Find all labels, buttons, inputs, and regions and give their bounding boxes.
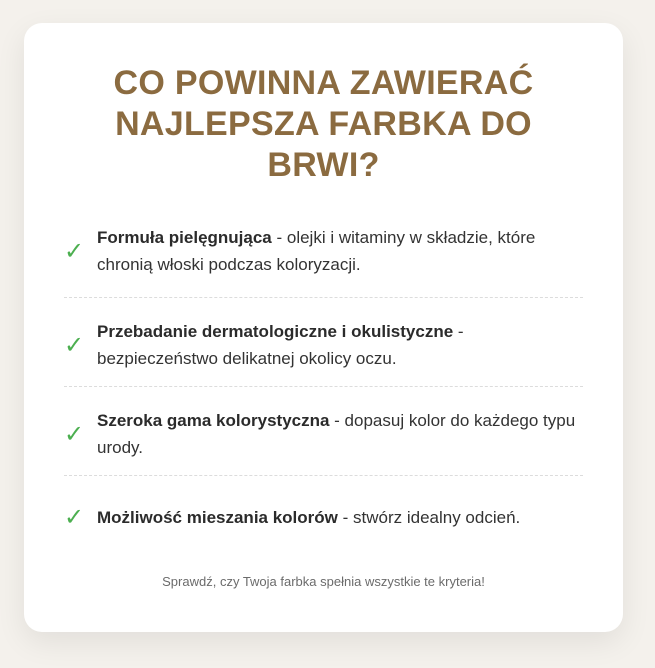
check-icon: ✓ bbox=[64, 331, 85, 359]
item-desc: - stwórz idealny odcień. bbox=[337, 507, 521, 527]
info-card bbox=[24, 23, 623, 632]
criteria-list bbox=[64, 221, 583, 572]
item-desc: - olejki i witaminy w składzie, które chronią włoski podczas koloryzacji. bbox=[97, 228, 536, 274]
check-icon: ✓ bbox=[64, 503, 85, 531]
item-title: Formuła pielęgnująca bbox=[97, 228, 272, 247]
check-icon: ✓ bbox=[64, 237, 85, 265]
page-title: CO POWINNA ZAWIERAĆ NAJLEPSZA FARBKA DO BRWI? bbox=[113, 64, 534, 184]
footer-note: Sprawdź, czy Twoja farbka spełnia wszystkie te kryteria! bbox=[162, 574, 485, 589]
list-item bbox=[64, 407, 583, 476]
check-icon: ✓ bbox=[64, 420, 85, 448]
item-desc: - dopasuj kolor do każdego typu urody. bbox=[97, 411, 576, 457]
list-item bbox=[64, 496, 583, 552]
item-title: Szeroka gama kolorystyczna bbox=[97, 411, 330, 430]
list-item bbox=[64, 221, 583, 298]
item-title: Możliwość mieszania kolorów bbox=[97, 507, 338, 527]
item-title: Przebadanie dermatologiczne i okulistyczne bbox=[97, 322, 454, 341]
item-desc: - bezpieczeństwo delikatnej okolicy oczu. bbox=[97, 322, 464, 368]
list-item bbox=[64, 318, 583, 387]
